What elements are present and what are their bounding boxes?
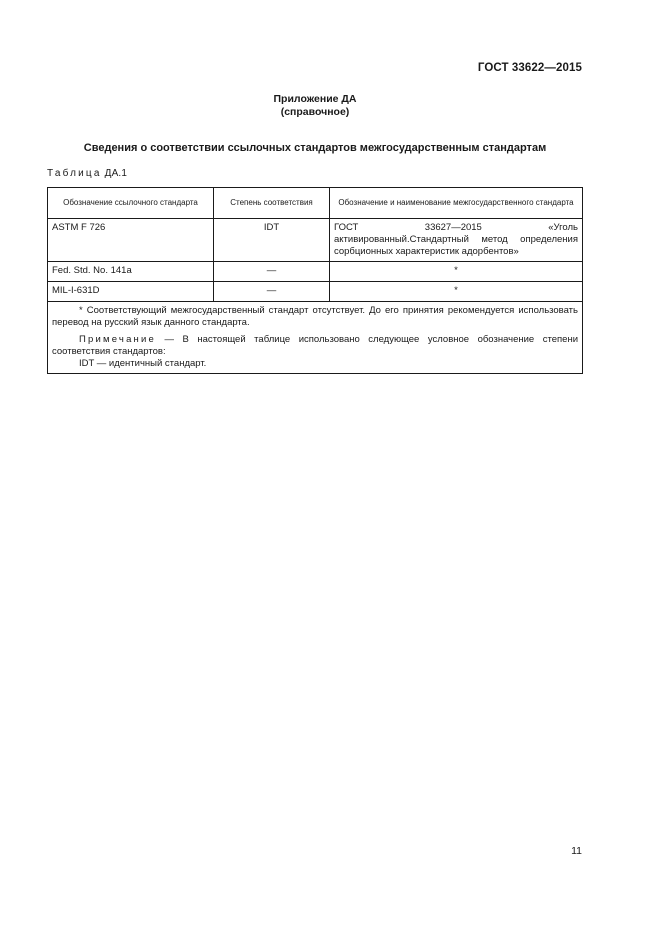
note-text: — В настоящей таблице использовано следующее условное обозначение степени соответствия стандартов:: [52, 334, 578, 357]
table-caption-word: Таблица: [47, 168, 102, 179]
page-number: 11: [571, 845, 582, 857]
cell-interstate: *: [330, 262, 583, 282]
column-header-degree: Степень соответствия: [214, 188, 330, 219]
annex-heading: [0, 93, 630, 119]
annex-title: Приложение ДА: [273, 93, 357, 105]
cell-degree: IDT: [214, 219, 330, 262]
cell-interstate: ГОСТ 33627—2015 «Уголь активированный.Стандартный метод определения сорбционных характеристик адорбентов»: [330, 219, 583, 262]
annex-subtitle: (справочное): [280, 106, 350, 118]
column-header-interstate: Обозначение и наименование межгосударственного стандарта: [330, 188, 583, 219]
section-title: Сведения о соответствии ссылочных стандартов межгосударственным стандартам: [83, 142, 547, 154]
table-caption-number: ДА.1: [104, 168, 128, 179]
document-code: ГОСТ 33622—2015: [477, 62, 582, 74]
note-label: Примечание: [79, 334, 156, 345]
table-caption: [47, 168, 127, 179]
table-notes-cell: [48, 302, 583, 374]
table-footnote: * Соответствующий межгосударственный стандарт отсутствует. До его принятия рекомендуется использовать перевод на русский язык данного стандарта.: [52, 305, 578, 328]
cell-reference: MIL-I-631D: [48, 282, 214, 302]
table-row: [48, 262, 583, 282]
table-row: [48, 282, 583, 302]
note-idt: IDT — идентичный стандарт.: [79, 358, 207, 369]
table-note: [52, 334, 578, 358]
cell-degree: —: [214, 262, 330, 282]
cell-degree: —: [214, 282, 330, 302]
table-row: [48, 219, 583, 262]
table-header-row: [48, 188, 583, 219]
column-header-reference: Обозначение ссылочного стандарта: [48, 188, 214, 219]
cell-interstate: *: [330, 282, 583, 302]
cell-reference: Fed. Std. No. 141a: [48, 262, 214, 282]
table-notes-row: [48, 302, 583, 374]
cell-reference: ASTM F 726: [48, 219, 214, 262]
reference-standards-table: [47, 187, 583, 374]
